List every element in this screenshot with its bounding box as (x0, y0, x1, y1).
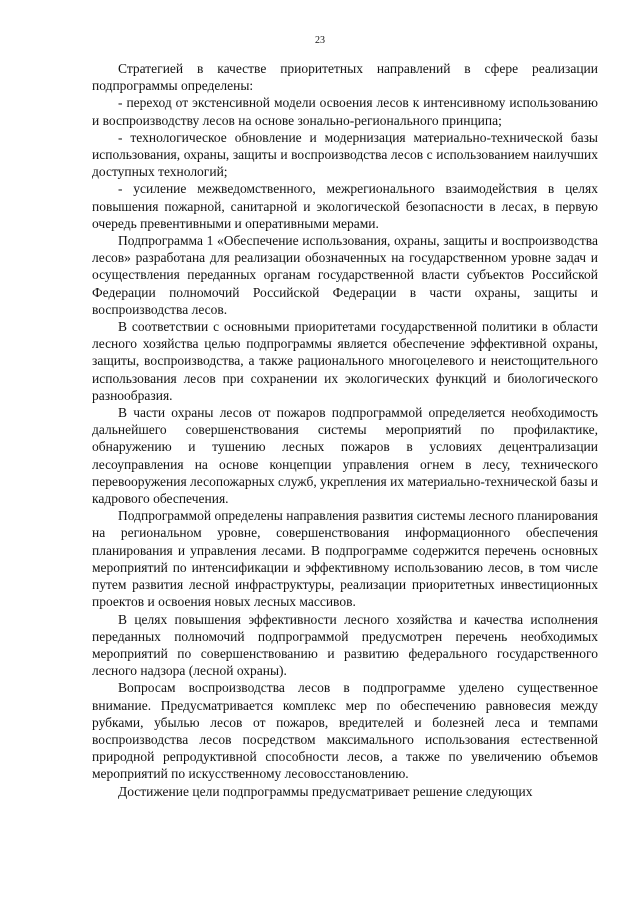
paragraph-goal: В соответствии с основными приоритетами государственной политики в области лесного хозяйства целью подпрограммы является обеспечение эффективной охраны, защиты, воспроизводства, а также рационального многоцелевого и неистощительного использования лесов при сохранении их экологических функций и биологического разнообразия. (92, 319, 598, 403)
bullet-intensive-model: - переход от экстенсивной модели освоения лесов к интенсивному использованию и воспроизводству лесов на основе зонально-регионального принципа; (92, 95, 598, 128)
bullet-interagency-cooperation: - усиление межведомственного, межрегионального взаимодействия в целях повышения пожарной, санитарной и экологической безопасности в лесах, в первую очередь превентивными и оперативными мерами. (92, 181, 598, 231)
paragraph-reproduction: Вопросам воспроизводства лесов в подпрограмме уделено существенное внимание. Предусматривается комплекс мер по обеспечению равновесия между рубками, убылью лесов от пожаров, вредителей и болезней леса и темпами воспроизводства лесов посредством максимального использования естественной природной репродуктивной способности лесов, а также по увеличению объемов мероприятий по искусственному лесовосстановлению. (92, 680, 598, 782)
paragraph-achievement: Достижение цели подпрограммы предусматривает решение следующих (118, 783, 533, 799)
paragraph-fire-protection: В части охраны лесов от пожаров подпрограммой определяется необходимость дальнейшего совершенствования системы мероприятий по профилактике, обнаружению и тушению лесных пожаров в условиях децентрализации лесоуправления на основе концепции управления огнем в лесу, технического перевооружения лесопожарных служб, укрепления их материально-технической базы и кадрового обеспечения. (92, 405, 598, 507)
paragraph-strategy-intro: Стратегией в качестве приоритетных направлений в сфере реализации подпрограммы определены: (92, 61, 598, 94)
document-body (92, 60, 598, 800)
page-number: 23 (315, 35, 325, 46)
paragraph-subprogram-1: Подпрограмма 1 «Обеспечение использования, охраны, защиты и воспроизводства лесов» разработана для реализации обозначенных на государственном уровне задач и осуществления переданных органам государственной власти субъектов Российской Федерации полномочий Российской Федерации в части охраны, защиты и воспроизводства лесов. (92, 233, 598, 317)
paragraph-forest-supervision: В целях повышения эффективности лесного хозяйства и качества исполнения переданных полномочий подпрограммой предусмотрен перечень необходимых мероприятий по совершенствованию и развитию федерального государственного лесного надзора (лесной охраны). (92, 611, 598, 679)
paragraph-forest-planning: Подпрограммой определены направления развития системы лесного планирования на региональном уровне, совершенствования информационного обеспечения планирования и управления лесами. В подпрограмме содержится перечень основных мероприятий по интенсификации и эффективному использованию лесов, в том числе путем развития лесной инфраструктуры, реализации приоритетных инвестиционных проектов и освоения новых лесных массивов. (92, 508, 598, 610)
bullet-technological-renewal: - технологическое обновление и модернизация материально-технической базы использования, охраны, защиты и воспроизводства лесов с использованием наилучших доступных технологий; (92, 129, 598, 180)
